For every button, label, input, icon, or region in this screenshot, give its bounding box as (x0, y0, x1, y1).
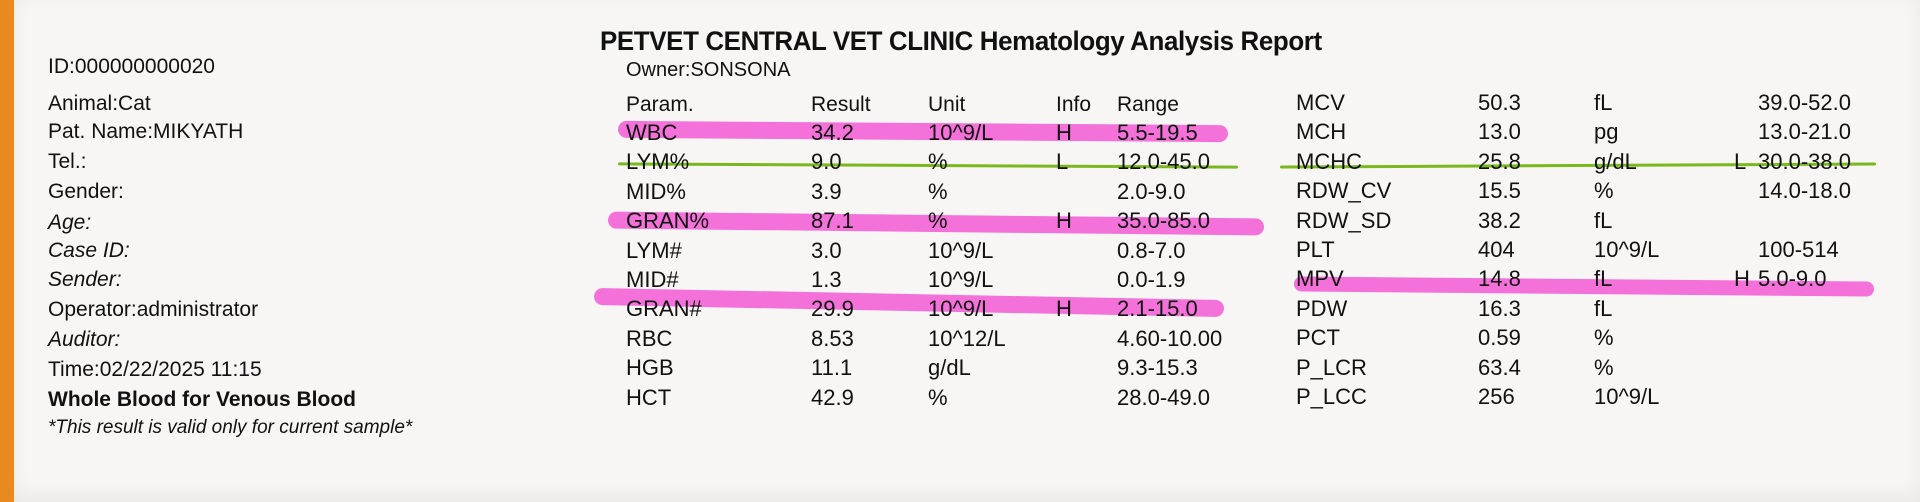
cell-result: 38.2 (1478, 207, 1521, 233)
patient-time: Time:02/22/2025 11:15 (48, 358, 262, 381)
report-paper (14, 0, 1920, 502)
cell-range: 100-514 (1758, 237, 1839, 262)
cell-unit: % (1594, 325, 1614, 351)
cell-range: 28.0-49.0 (1117, 384, 1210, 410)
cell-info: H (1734, 266, 1750, 292)
patient-case-id: Case ID: (48, 239, 130, 262)
cell-unit: 10^9/L (928, 296, 994, 322)
cell-unit: % (1594, 178, 1614, 204)
cell-range: 12.0-45.0 (1117, 149, 1210, 175)
cell-info: H (1056, 296, 1072, 322)
cell-info: L (1734, 148, 1747, 174)
cell-param: MID% (626, 178, 686, 204)
owner-label: Owner:SONSONA (626, 59, 791, 81)
cell-unit: 10^12/L (928, 325, 1006, 351)
cell-range: 30.0-38.0 (1758, 148, 1851, 174)
cell-result: 29.9 (811, 296, 854, 322)
cell-unit: % (928, 178, 948, 204)
cell-result: 11.1 (811, 355, 853, 381)
patient-gender: Gender: (48, 180, 124, 203)
cell-info: H (1056, 208, 1072, 234)
cell-result: 25.8 (1478, 148, 1521, 174)
cell-result: 0.59 (1478, 325, 1521, 351)
cell-param: RDW_SD (1296, 207, 1392, 233)
header-result: Result (811, 93, 871, 116)
cell-unit: fL (1594, 207, 1613, 233)
cell-result: 42.9 (811, 384, 854, 410)
cell-result: 404 (1478, 237, 1515, 262)
cell-result: 16.3 (1478, 295, 1521, 321)
patient-name: Pat. Name:MIKYATH (48, 120, 244, 143)
cell-unit: fL (1594, 266, 1613, 292)
cell-param: GRAN# (626, 296, 702, 322)
cell-unit: % (928, 384, 948, 410)
cell-result: 3.9 (811, 178, 842, 204)
cell-result: 8.53 (811, 325, 854, 351)
header-unit: Unit (928, 93, 966, 116)
sample-type: Whole Blood for Venous Blood (48, 388, 356, 411)
cell-unit: 10^9/L (1594, 384, 1660, 409)
cell-param: PCT (1296, 325, 1340, 351)
header-range: Range (1117, 93, 1179, 116)
patient-animal: Animal:Cat (48, 92, 151, 115)
cell-unit: 10^9/L (928, 267, 994, 292)
cell-unit: 10^9/L (1594, 237, 1660, 262)
cell-result: 15.5 (1478, 178, 1521, 204)
cell-param: MID# (626, 267, 679, 292)
cell-range: 5.5-19.5 (1117, 120, 1198, 145)
cell-range: 0.8-7.0 (1117, 237, 1186, 263)
cell-result: 50.3 (1478, 90, 1521, 115)
cell-unit: 10^9/L (928, 237, 994, 263)
cell-param: GRAN% (626, 208, 710, 234)
cell-param: HGB (626, 355, 674, 381)
patient-sender: Sender: (48, 268, 122, 291)
cell-range: 14.0-18.0 (1758, 178, 1851, 204)
cell-param: RDW_CV (1296, 178, 1392, 204)
cell-param: MCH (1296, 119, 1347, 145)
cell-unit: g/dL (928, 355, 971, 381)
cell-unit: fL (1594, 90, 1613, 115)
cell-unit: 10^9/L (928, 120, 994, 145)
cell-result: 1.3 (811, 267, 842, 292)
cell-param: PDW (1296, 295, 1348, 321)
patient-auditor: Auditor: (48, 328, 121, 351)
cell-unit: g/dL (1594, 148, 1637, 174)
patient-operator: Operator:administrator (48, 298, 259, 321)
cell-result: 34.2 (811, 120, 854, 145)
cell-param: HCT (626, 384, 672, 410)
cell-range: 2.1-15.0 (1117, 296, 1198, 322)
cell-result: 3.0 (811, 237, 842, 263)
cell-param: P_LCR (1296, 354, 1367, 380)
cell-result: 63.4 (1478, 354, 1521, 380)
cell-param: MPV (1296, 266, 1344, 292)
report-title: PETVET CENTRAL VET CLINIC Hematology Analysis Report (600, 26, 1322, 56)
cell-unit: pg (1594, 119, 1619, 145)
cell-param: MCHC (1296, 148, 1362, 174)
cell-range: 5.0-9.0 (1758, 266, 1827, 292)
header-param: Param. (626, 93, 694, 116)
header-info: Info (1056, 93, 1092, 116)
cell-result: 13.0 (1478, 119, 1521, 145)
validity-note: *This result is valid only for current sample* (48, 417, 413, 438)
patient-age: Age: (48, 211, 92, 234)
cell-param: LYM% (626, 149, 690, 175)
cell-param: WBC (626, 120, 678, 145)
cell-unit: % (928, 149, 948, 175)
cell-range: 2.0-9.0 (1117, 178, 1186, 204)
cell-range: 39.0-52.0 (1758, 90, 1851, 115)
cell-range: 0.0-1.9 (1117, 267, 1186, 292)
cell-range: 13.0-21.0 (1758, 119, 1851, 145)
cell-range: 9.3-15.3 (1117, 355, 1198, 381)
patient-tel: Tel.: (48, 150, 87, 173)
cell-param: P_LCC (1296, 384, 1367, 409)
cell-unit: fL (1594, 295, 1613, 321)
cell-unit: % (928, 208, 948, 234)
cell-result: 87.1 (811, 208, 854, 234)
cell-param: LYM# (626, 237, 682, 263)
cell-param: RBC (626, 325, 673, 351)
cell-result: 256 (1478, 384, 1515, 409)
cell-info: L (1056, 149, 1069, 175)
cell-result: 9.0 (811, 149, 842, 175)
cell-unit: % (1594, 354, 1614, 380)
cell-param: PLT (1296, 237, 1335, 262)
cell-range: 35.0-85.0 (1117, 208, 1210, 234)
patient-id: ID:000000000020 (48, 55, 215, 78)
cell-info: H (1056, 120, 1072, 145)
cell-range: 4.60-10.00 (1117, 325, 1223, 351)
cell-param: MCV (1296, 90, 1345, 115)
cell-result: 14.8 (1478, 266, 1521, 292)
